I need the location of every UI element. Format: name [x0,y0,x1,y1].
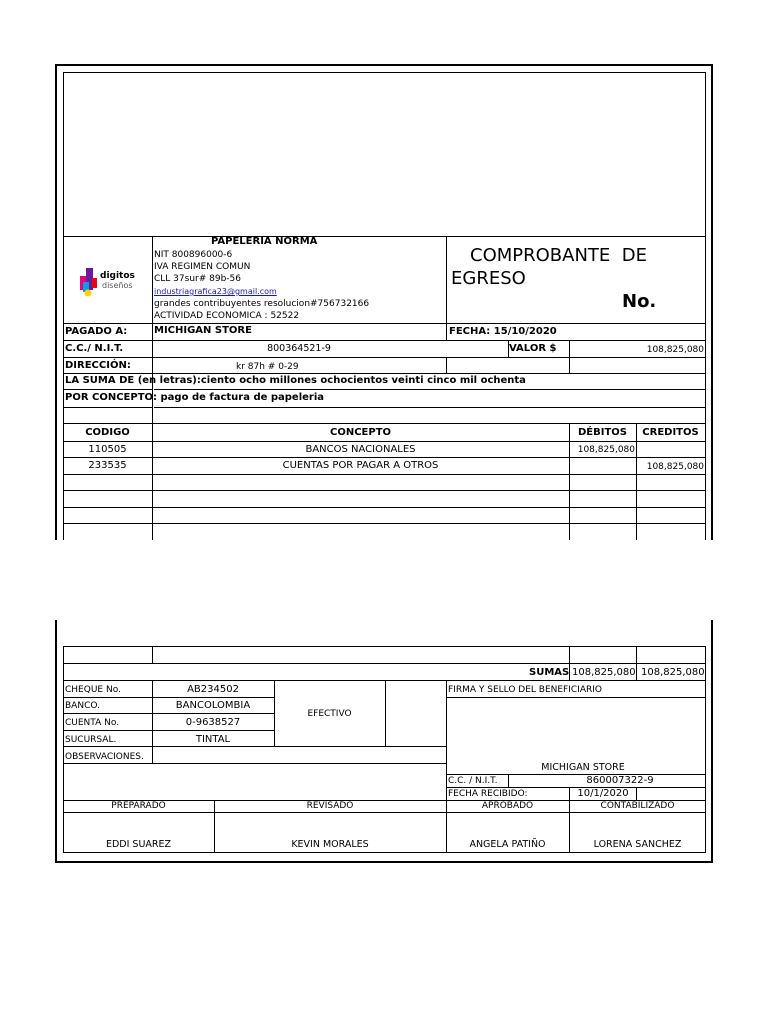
company-logo [78,262,142,298]
company-line-resolucion: grandes contribuyentes resolucion#756732166 [154,299,370,309]
cheque-value: AB234502 [187,684,239,695]
sucursal-value: TINTAL [195,734,231,745]
col-header-codigo: CODIGO [85,427,130,438]
sumas-debito: 108,825,080 [572,667,636,678]
banco-label: BANCO. [65,701,100,711]
por-concepto: POR CONCEPTO: pago de factura de papeleria [65,392,325,403]
company-line-iva: IVA REGIMEN COMUN [154,262,251,272]
row2-codigo: 233535 [88,460,127,471]
sucursal-label: SUCURSAL. [65,735,117,745]
sumas-credito: 108,825,080 [641,667,705,678]
sig-label-preparado: PREPARADO [111,801,166,811]
fecha-recibido-label: FECHA RECIBIDO: [448,789,528,799]
company-line-actividad: ACTIVIDAD ECONOMICA : 52522 [154,311,300,321]
row1-concepto: BANCOS NACIONALES [305,444,416,455]
company-line-address: CLL 37sur# 89b-56 [154,274,241,284]
banco-value: BANCOLOMBIA [175,700,251,711]
beneficiary-cc-label: C.C. / N.I.T. [448,776,498,786]
sumas-label: SUMAS [529,667,570,678]
cuenta-value: 0-9638527 [185,717,241,728]
row1-debito: 108,825,080 [577,445,635,455]
sig-name-preparado: EDDI SUAREZ [105,839,172,850]
col-header-creditos: CREDITOS [642,427,699,438]
sig-label-revisado: REVISADO [306,801,354,811]
firma-label: FIRMA Y SELLO DEL BENEFICIARIO [448,685,602,695]
fecha-recibido-value: 10/1/2020 [577,788,629,799]
pagado-value: MICHIGAN STORE [154,325,252,336]
direccion-label: DIRECCIÓN: [65,360,131,371]
col-header-debitos: DÉBITOS [578,427,627,438]
logo-text-primary: digitos [100,271,135,281]
company-name: PAPELERIA NORMA [211,236,318,247]
pagado-label: PAGADO A: [65,326,128,337]
cuenta-label: CUENTA No. [65,718,120,728]
beneficiary-cc-value: 860007322-9 [586,775,654,786]
beneficiary-name: MICHIGAN STORE [541,762,625,773]
observaciones-label: OBSERVACIONES. [65,752,144,762]
col-header-concepto: CONCEPTO [329,427,392,438]
doc-title-line2: EGRESO [451,268,526,289]
direccion-value: kr 87h # 0-29 [236,362,299,372]
sig-label-aprobado: APROBADO [481,801,534,811]
fecha-value: FECHA: 15/10/2020 [449,326,557,337]
valor-label: VALOR $ [509,343,557,354]
company-email-link[interactable]: industriagrafica23@gmail.com [154,287,277,296]
sig-name-contabilizado: LORENA SANCHEZ [593,839,682,850]
sig-label-contabilizado: CONTABILIZADO [600,801,675,811]
logo-text-secondary: diseños [102,281,133,290]
sig-name-revisado: KEVIN MORALES [291,839,369,850]
cc-label: C.C./ N.I.T. [65,343,124,354]
row2-credito: 108,825,080 [646,462,704,472]
efectivo-label: EFECTIVO [307,709,352,719]
valor-value: 108,825,080 [646,345,704,355]
cheque-label: CHEQUE No. [65,685,121,695]
cc-value: 800364521-9 [267,343,331,354]
doc-number-label: No. [622,291,657,312]
sig-name-aprobado: ANGELA PATIÑO [469,839,546,850]
doc-title-line1: COMPROBANTE DE [470,245,647,266]
suma-letras: LA SUMA DE (en letras):ciento ocho millones ochocientos veinti cinco mil ochenta [65,375,526,386]
company-line-nit: NIT 800896000-6 [154,250,233,260]
row2-concepto: CUENTAS POR PAGAR A OTROS [282,460,439,471]
row1-codigo: 110505 [88,444,127,455]
